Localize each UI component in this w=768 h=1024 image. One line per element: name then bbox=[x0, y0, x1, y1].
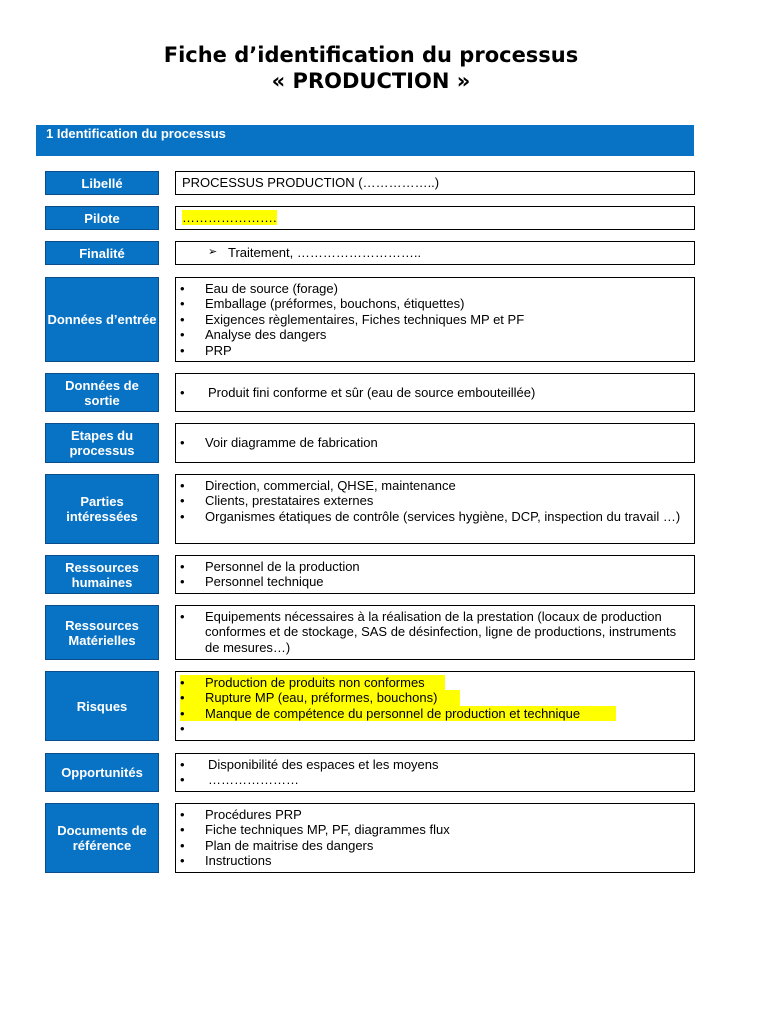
field-libelle bbox=[175, 171, 695, 195]
list-item: • Manque de compétence du personnel de production et technique bbox=[180, 706, 616, 721]
list-item: • Personnel technique bbox=[180, 574, 686, 589]
list-item: • ………………… bbox=[180, 772, 686, 787]
label-parties: Parties intéressées bbox=[45, 474, 159, 544]
field-opportunites bbox=[175, 753, 695, 792]
label-opportunites: Opportunités bbox=[45, 753, 159, 792]
section-title: 1 Identification du processus bbox=[46, 126, 226, 141]
list-item: • Eau de source (forage) bbox=[180, 281, 686, 296]
list-item: • Direction, commercial, QHSE, maintenance bbox=[180, 478, 686, 493]
list-item: • Exigences règlementaires, Fiches techniques MP et PF bbox=[180, 312, 686, 327]
field-pilote bbox=[175, 206, 695, 230]
field-risques bbox=[175, 671, 695, 741]
libelle-value: PROCESSUS PRODUCTION (……………..) bbox=[182, 175, 440, 190]
label-documents: Documents de référence bbox=[45, 803, 159, 873]
label-donnees-sortie: Données de sortie bbox=[45, 373, 159, 412]
pilote-value: …………………. bbox=[182, 210, 277, 225]
document-title-line2: « PRODUCTION » bbox=[271, 69, 471, 93]
label-finalite: Finalité bbox=[45, 241, 159, 265]
field-finalite bbox=[175, 241, 695, 265]
list-item: • Instructions bbox=[180, 853, 686, 868]
field-ressources-humaines bbox=[175, 555, 695, 594]
label-risques: Risques bbox=[45, 671, 159, 741]
field-ressources-materielles bbox=[175, 605, 695, 660]
list-item bbox=[180, 721, 616, 736]
finalite-item: ➢ Traitement, ……………………….. bbox=[180, 245, 686, 260]
label-libelle: Libellé bbox=[45, 171, 159, 195]
list-item: • Organismes étatiques de contrôle (services hygiène, DCP, inspection du travail …) bbox=[180, 509, 686, 524]
list-item: • Equipements nécessaires à la réalisation de la prestation (locaux de production conformes et de stockage, SAS de désinfection, ligne de productions, instruments de mesures…) bbox=[180, 609, 686, 655]
label-donnees-entree: Données d’entrée bbox=[45, 277, 159, 362]
document-title-line1: Fiche d’identification du processus bbox=[163, 43, 579, 67]
list-item: • Production de produits non conformes bbox=[180, 675, 445, 690]
list-item: • Fiche techniques MP, PF, diagrammes flux bbox=[180, 822, 686, 837]
field-parties bbox=[175, 474, 695, 544]
label-pilote: Pilote bbox=[45, 206, 159, 230]
list-item: • Procédures PRP bbox=[180, 807, 686, 822]
label-ressources-materielles: Ressources Matérielles bbox=[45, 605, 159, 660]
list-item: • Rupture MP (eau, préformes, bouchons) bbox=[180, 690, 460, 705]
field-donnees-sortie bbox=[175, 373, 695, 412]
field-donnees-entree bbox=[175, 277, 695, 362]
list-item: • Analyse des dangers bbox=[180, 327, 686, 342]
field-etapes bbox=[175, 423, 695, 463]
list-item: • Produit fini conforme et sûr (eau de source embouteillée) bbox=[180, 385, 686, 400]
field-documents bbox=[175, 803, 695, 873]
list-item: • Clients, prestataires externes bbox=[180, 493, 686, 508]
section-header bbox=[36, 125, 694, 156]
label-ressources-humaines: Ressources humaines bbox=[45, 555, 159, 594]
label-etapes: Etapes du processus bbox=[45, 423, 159, 463]
list-item: • PRP bbox=[180, 343, 686, 358]
list-item: • Voir diagramme de fabrication bbox=[180, 435, 686, 450]
list-item: • Disponibilité des espaces et les moyens bbox=[180, 757, 686, 772]
list-item: • Emballage (préformes, bouchons, étiquettes) bbox=[180, 296, 686, 311]
list-item: • Personnel de la production bbox=[180, 559, 686, 574]
list-item: • Plan de maitrise des dangers bbox=[180, 838, 686, 853]
